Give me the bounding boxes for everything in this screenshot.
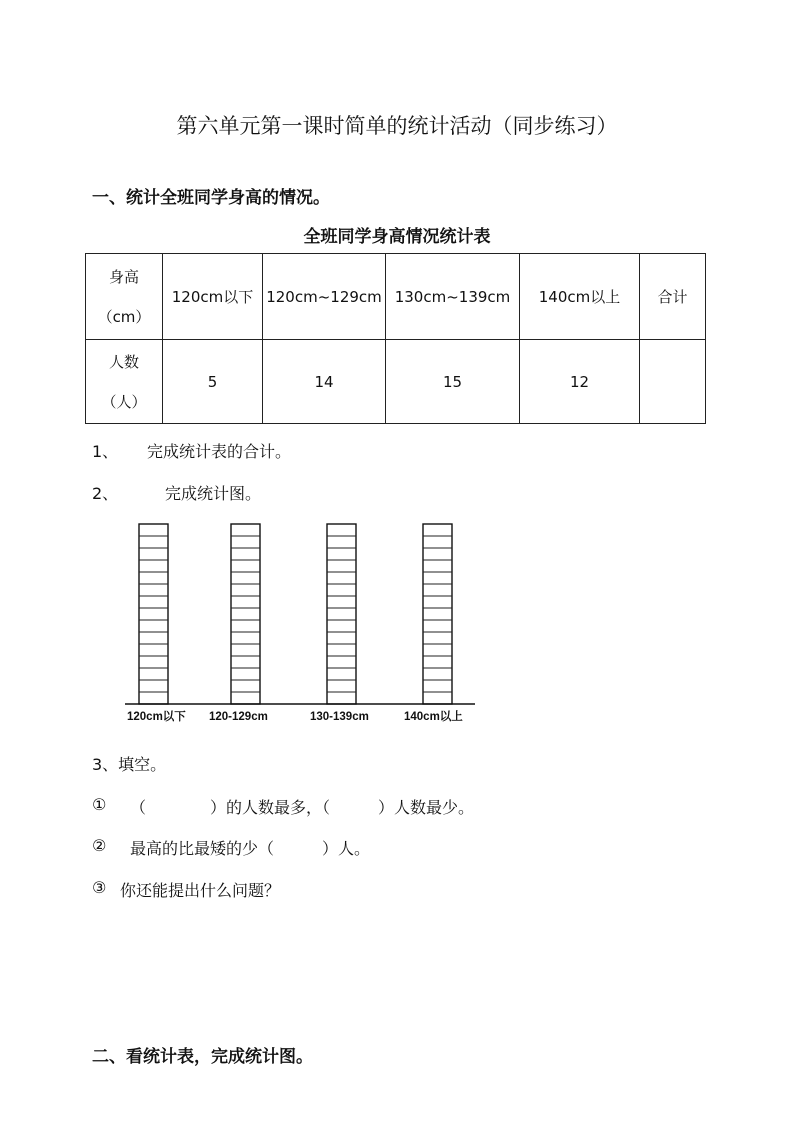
count-cell: 14	[263, 340, 386, 424]
chart-tick-label: 130-139cm	[310, 711, 369, 723]
column-header: 120cm~129cm	[263, 254, 386, 340]
question-3-heading: 3、填空。	[92, 755, 167, 774]
table-row	[86, 340, 706, 424]
chart-column-frame[interactable]	[423, 524, 452, 704]
blank-3-marker: ③	[92, 878, 107, 897]
blank-2-marker: ②	[92, 836, 107, 855]
header-line: 人数	[108, 352, 139, 371]
header-line: （cm）	[97, 307, 151, 326]
section-1-heading: 一、统计全班同学身高的情况。	[92, 188, 330, 208]
height-stats-table	[85, 253, 706, 424]
row-header-count	[86, 340, 163, 424]
column-header: 120cm以下	[163, 254, 263, 340]
chart-column-frame[interactable]	[327, 524, 356, 704]
chart-column-frame[interactable]	[231, 524, 260, 704]
blank-2-text[interactable]: 最高的比最矮的少（ ）人。	[130, 839, 371, 858]
blank-1-text[interactable]: （ ）的人数最多，（ ）人数最少。	[130, 798, 475, 817]
question-2-number: 2、	[92, 484, 119, 503]
page-title: 第六单元第一课时简单的统计活动（同步练习）	[176, 114, 618, 138]
bar-chart-grid	[120, 518, 480, 730]
chart-tick-label: 140cm以上	[404, 711, 463, 723]
chart-tick-label: 120cm以下	[127, 711, 186, 723]
question-1-number: 1、	[92, 442, 119, 461]
chart-tick-label: 120-129cm	[209, 711, 268, 723]
column-header: 140cm以上	[520, 254, 640, 340]
table-row	[86, 254, 706, 340]
blank-1-marker: ①	[92, 795, 107, 814]
total-cell[interactable]	[640, 340, 706, 424]
blank-3-text: 你还能提出什么问题？	[120, 881, 281, 900]
question-1-text: 完成统计表的合计。	[147, 442, 292, 461]
header-line: （人）	[101, 392, 147, 411]
count-cell: 5	[163, 340, 263, 424]
section-2-heading: 二、看统计表，完成统计图。	[92, 1047, 313, 1067]
header-line: 身高	[108, 267, 139, 286]
question-2-text: 完成统计图。	[165, 484, 262, 503]
count-cell: 15	[386, 340, 520, 424]
row-header-height	[86, 254, 163, 340]
table-caption: 全班同学身高情况统计表	[303, 227, 491, 247]
count-cell: 12	[520, 340, 640, 424]
chart-columns	[139, 524, 452, 704]
column-header: 合计	[640, 254, 706, 340]
column-header: 130cm~139cm	[386, 254, 520, 340]
chart-column-frame[interactable]	[139, 524, 168, 704]
